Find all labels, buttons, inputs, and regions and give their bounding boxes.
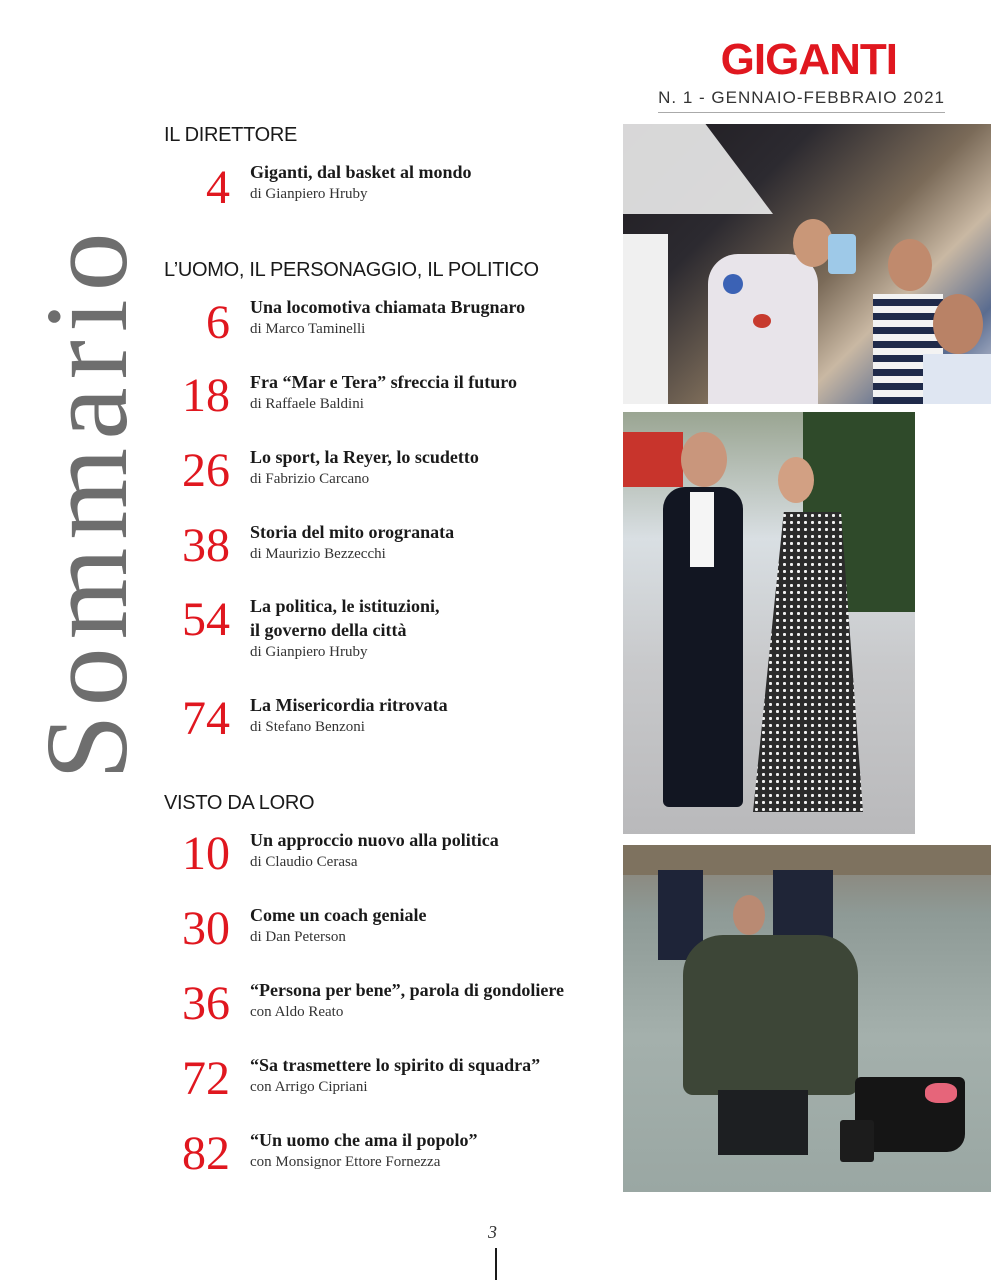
page-number: 10: [182, 827, 230, 880]
article-author: di Gianpiero Hruby: [250, 186, 368, 202]
article-author: di Marco Taminelli: [250, 321, 366, 337]
article-title: Come un coach geniale: [250, 905, 427, 925]
article-author: di Claudio Cerasa: [250, 854, 358, 870]
article-author: con Arrigo Cipriani: [250, 1079, 368, 1095]
photo-flooded-square: [623, 845, 991, 1192]
footer-rule: [495, 1248, 497, 1280]
article-title: Lo sport, la Reyer, lo scudetto: [250, 447, 479, 467]
side-title: Sommario: [21, 224, 152, 780]
article-title: Un approccio nuovo alla politica: [250, 830, 499, 850]
photo-couple-formal: [623, 412, 915, 834]
page-number: 6: [206, 296, 230, 349]
page-number: 74: [182, 692, 230, 745]
article-author: con Monsignor Ettore Fornezza: [250, 1154, 441, 1170]
page-number: 26: [182, 444, 230, 497]
article-title: Una locomotiva chiamata Brugnaro: [250, 297, 526, 317]
article-title: Fra “Mar e Tera” sfreccia il futuro: [250, 372, 517, 392]
article-title: Storia del mito orogranata: [250, 522, 455, 542]
article-title: La Misericordia ritrovata: [250, 695, 448, 715]
article-author: di Dan Peterson: [250, 929, 346, 945]
page-number: 36: [182, 977, 230, 1030]
article-title: “Persona per bene”, parola di gondoliere: [250, 980, 565, 1000]
article-author: di Raffaele Baldini: [250, 396, 364, 412]
article-author: di Fabrizio Carcano: [250, 471, 370, 487]
page-number: 38: [182, 519, 230, 572]
masthead: [655, 35, 945, 113]
article-title: “Sa trasmettere lo spirito di squadra”: [250, 1055, 541, 1075]
brand-logo: GIGANTI: [720, 35, 897, 84]
article-author: di Gianpiero Hruby: [250, 644, 368, 660]
page-number: 18: [182, 369, 230, 422]
issue-info: N. 1 - GENNAIO-FEBBRAIO 2021: [658, 88, 945, 113]
page-number: 4: [206, 161, 230, 214]
section-title-direttore: IL DIRETTORE: [164, 124, 298, 146]
article-author: di Stefano Benzoni: [250, 719, 365, 735]
article-title-line2: il governo della città: [250, 620, 407, 640]
article-author: di Maurizio Bezzecchi: [250, 546, 386, 562]
page-number: 54: [182, 593, 230, 646]
page-number-footer: 3: [488, 1222, 497, 1242]
page-number: 72: [182, 1052, 230, 1105]
article-title: La politica, le istituzioni,: [250, 596, 440, 616]
section-title-visto: VISTO DA LORO: [164, 792, 315, 814]
page-number: 30: [182, 902, 230, 955]
article-author: con Aldo Reato: [250, 1004, 344, 1020]
article-title: Giganti, dal basket al mondo: [250, 162, 472, 182]
photo-group-selfie: [623, 124, 991, 404]
page-number: 82: [182, 1127, 230, 1180]
section-title-uomo: L’UOMO, IL PERSONAGGIO, IL POLITICO: [164, 259, 539, 281]
article-title: “Un uomo che ama il popolo”: [250, 1130, 478, 1150]
